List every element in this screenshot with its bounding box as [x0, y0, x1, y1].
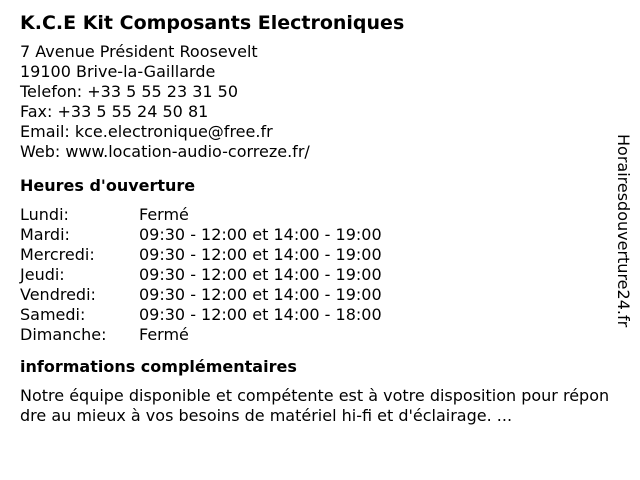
hours-row-wednesday	[20, 245, 620, 265]
day-label: Lundi:	[20, 205, 69, 224]
time-value: 09:30 - 12:00 et 14:00 - 19:00	[139, 245, 382, 264]
hours-row-thursday	[20, 265, 620, 285]
hours-table	[20, 205, 620, 345]
business-name: K.C.E Kit Composants Electroniques	[20, 12, 405, 34]
address-line-1: 7 Avenue Président Roosevelt	[20, 42, 258, 61]
hours-row-friday	[20, 285, 620, 305]
day-label: Vendredi:	[20, 285, 96, 304]
hours-row-saturday	[20, 305, 620, 325]
hours-row-sunday	[20, 325, 620, 345]
time-value: Fermé	[139, 205, 189, 224]
day-label: Samedi:	[20, 305, 86, 324]
fax-number: Fax: +33 5 55 24 50 81	[20, 102, 209, 121]
email-address: Email: kce.electronique@free.fr	[20, 122, 273, 141]
contact-block	[20, 42, 620, 162]
hours-row-monday	[20, 205, 620, 225]
day-label: Dimanche:	[20, 325, 107, 344]
info-description: Notre équipe disponible et compétente est à votre disposition pour répondre au mieux à vos besoins de matériel hi-fi et d'éclairage. ...	[20, 386, 610, 425]
time-value: 09:30 - 12:00 et 14:00 - 19:00	[139, 285, 382, 304]
info-heading: informations complémentaires	[20, 357, 297, 376]
time-value: 09:30 - 12:00 et 14:00 - 18:00	[139, 305, 382, 324]
time-value: 09:30 - 12:00 et 14:00 - 19:00	[139, 225, 382, 244]
phone-number: Telefon: +33 5 55 23 31 50	[20, 82, 239, 101]
time-value: 09:30 - 12:00 et 14:00 - 19:00	[139, 265, 382, 284]
hours-heading: Heures d'ouverture	[20, 176, 196, 195]
site-watermark: Horairesdouverture24.fr	[614, 134, 633, 328]
website-url: Web: www.location-audio-correze.fr/	[20, 142, 310, 161]
business-card	[20, 10, 620, 426]
address-line-2: 19100 Brive-la-Gaillarde	[20, 62, 216, 81]
time-value: Fermé	[139, 325, 189, 344]
day-label: Mercredi:	[20, 245, 95, 264]
day-label: Jeudi:	[20, 265, 65, 284]
hours-row-tuesday	[20, 225, 620, 245]
day-label: Mardi:	[20, 225, 70, 244]
